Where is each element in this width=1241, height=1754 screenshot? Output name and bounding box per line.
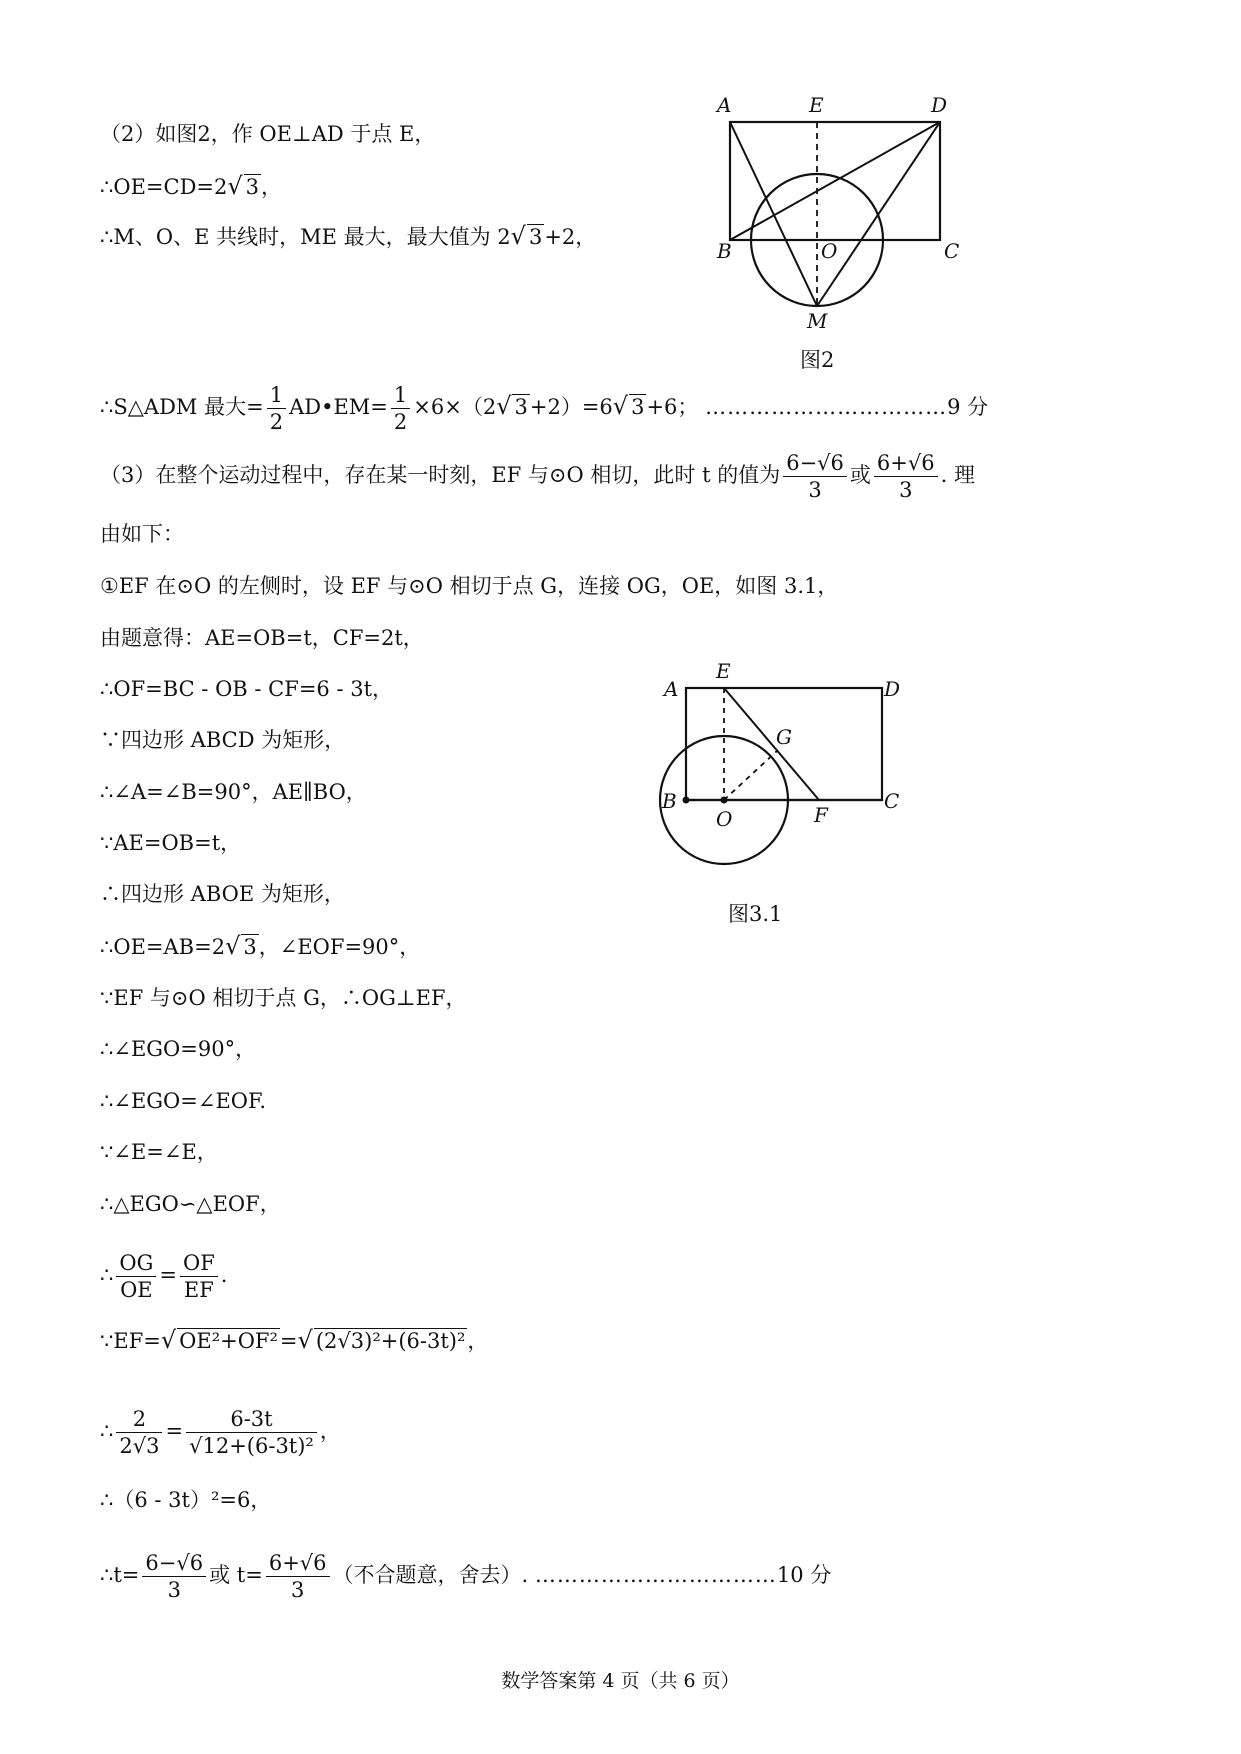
line-16 [100, 1035, 256, 1063]
label-b: B [717, 239, 732, 263]
fraction [267, 382, 286, 435]
text: ∴OF=BC - OB - CF=6 - 3t， [100, 677, 394, 701]
text: ∵EF 与⊙O 相切于点 G，∴OG⊥EF， [100, 986, 467, 1010]
sqrt-sign: √ [612, 392, 629, 420]
label-d: D [884, 677, 901, 701]
label-o: O [716, 807, 733, 831]
line-11 [100, 778, 367, 806]
fraction [142, 1550, 206, 1603]
label-d: D [931, 93, 948, 117]
label-a: A [664, 677, 679, 701]
sqrt-sign: √ [225, 932, 241, 960]
text: ∵AE=OB=t， [100, 831, 242, 855]
fraction [783, 450, 847, 503]
text: ∴∠EGO=90°， [100, 1037, 257, 1061]
text: 由如下： [100, 522, 184, 546]
text: ×6×（2 [413, 395, 497, 419]
line-15 [100, 984, 467, 1012]
text: . 理 [940, 463, 975, 487]
numerator: 6−√6 [142, 1550, 206, 1577]
page-footer: 数学答案第 4 页（共 6 页） [501, 1670, 740, 1692]
figure-3-1-caption: 图3.1 [728, 902, 783, 926]
label-a: A [717, 93, 732, 117]
text: ∵EF= [100, 1329, 161, 1353]
text: ∴M、O、E 共线时，ME 最大，最大值为 2 [100, 225, 511, 249]
score: 10 分 [776, 1563, 832, 1587]
line-24 [100, 1550, 831, 1603]
numerator: 1 [391, 382, 410, 409]
numerator: OG [116, 1250, 156, 1277]
score: 9 分 [947, 395, 989, 419]
numerator: 6−√6 [783, 450, 847, 477]
segment-ef [724, 688, 819, 800]
fraction [116, 1406, 162, 1459]
text: +6； [646, 395, 699, 419]
segment-dm [817, 122, 940, 306]
radicand: (2√3)²+(6-3t)² [315, 1329, 466, 1353]
text: ， [467, 1329, 489, 1353]
text: 由题意得：AE=OB=t，CF=2t， [100, 626, 424, 650]
denominator: 3 [808, 478, 822, 502]
text: ∴△EGO∽△EOF， [100, 1192, 281, 1216]
text: +2）=6 [529, 395, 613, 419]
line-6 [100, 520, 184, 548]
text: ∴t= [100, 1563, 140, 1587]
line-17 [100, 1087, 266, 1115]
line-13 [100, 880, 345, 908]
fraction [391, 382, 410, 435]
fraction [116, 1250, 156, 1303]
line-12 [100, 829, 241, 857]
text: ∴S△ADM 最大= [100, 395, 264, 419]
denominator: OE [120, 1278, 153, 1302]
denominator: 2 [269, 410, 284, 434]
text: ∴（6 - 3t）²=6， [100, 1488, 272, 1512]
fraction [266, 1550, 330, 1603]
radicand: 3 [528, 225, 543, 249]
label-e: E [809, 93, 824, 117]
denominator: √12+(6-3t)² [189, 1434, 314, 1458]
text: ，∠EOF=90°， [258, 935, 421, 959]
figure-2-caption: 图2 [800, 348, 835, 372]
text: 或 [849, 463, 871, 487]
line-3 [100, 222, 596, 251]
line-20 [100, 1250, 227, 1303]
radicand: 3 [245, 175, 260, 199]
denominator: 3 [167, 1578, 181, 1602]
text: ∵∠E=∠E， [100, 1140, 218, 1164]
text: ①EF 在⊙O 的左侧时，设 EF 与⊙O 相切于点 G，连接 OG，OE，如图 3.1， [100, 574, 839, 598]
text: ∴OE=CD=2 [100, 175, 228, 199]
text: = [165, 1419, 184, 1443]
text: （3）在整个运动过程中，存在某一时刻，EF 与⊙O 相切，此时 t 的值为 [100, 463, 781, 487]
line-14 [100, 932, 420, 961]
line-7 [100, 572, 838, 600]
line-8 [100, 624, 424, 652]
text: ∴∠EGO=∠EOF. [100, 1089, 266, 1113]
sqrt-sign: √ [510, 222, 526, 250]
label-c: C [884, 789, 900, 813]
text: ∴ [100, 1263, 114, 1287]
fraction [180, 1250, 218, 1303]
label-c: C [944, 239, 960, 263]
numerator: 6+√6 [266, 1550, 330, 1577]
text: 或 t= [209, 1563, 263, 1587]
denominator: 3 [290, 1578, 305, 1602]
point-o [721, 797, 728, 804]
line-23 [100, 1486, 271, 1514]
label-o: O [821, 239, 838, 263]
text: ∴OE=AB=2 [100, 935, 226, 959]
figure-3-1-svg [656, 650, 916, 870]
line-19 [100, 1190, 281, 1218]
label-m: M [807, 309, 828, 332]
label-g: G [776, 725, 792, 749]
line-1 [100, 120, 435, 148]
line-4 [100, 382, 988, 435]
line-2 [100, 172, 282, 201]
segment-am [730, 122, 817, 306]
leader-dots: …………………………… [534, 1563, 777, 1587]
text: （2）如图2，作 OE⊥AD 于点 E， [100, 122, 436, 146]
sqrt-sign: √ [496, 392, 512, 420]
text: AD•EM= [289, 395, 388, 419]
line-21 [100, 1326, 488, 1355]
sqrt-sign: √ [297, 1326, 313, 1354]
text: ∴ [100, 1419, 114, 1443]
text: （不合题意，舍去）. [332, 1563, 529, 1587]
text: = [159, 1263, 177, 1287]
radicand: 3 [243, 935, 257, 959]
line-22 [100, 1406, 341, 1459]
radicand: 3 [631, 395, 645, 419]
fraction [186, 1406, 317, 1459]
line-5 [100, 450, 975, 503]
denominator: 2 [393, 410, 408, 434]
numerator: 6-3t [186, 1406, 317, 1433]
sqrt-sign: √ [160, 1326, 177, 1354]
numerator: 6+√6 [874, 450, 938, 477]
denominator: EF [183, 1278, 214, 1302]
text: ∴∠A=∠B=90°，AE∥BO， [100, 780, 367, 804]
line-9 [100, 675, 393, 703]
point-b [683, 797, 690, 804]
figure-2-svg [715, 92, 965, 332]
text: = [279, 1329, 298, 1353]
text: . [220, 1263, 228, 1287]
line-10 [100, 726, 345, 754]
label-f: F [814, 803, 828, 827]
figure-3-1 [656, 650, 916, 874]
label-e: E [716, 659, 731, 683]
text: ∵四边形 ABCD 为矩形， [100, 728, 346, 752]
text: +2， [544, 225, 597, 249]
radicand: OE²+OF² [179, 1329, 278, 1353]
figure-2 [715, 92, 965, 336]
text: ， [261, 175, 283, 199]
line-18 [100, 1138, 218, 1166]
fraction [874, 450, 938, 503]
text: ∴四边形 ABOE 为矩形， [100, 882, 345, 906]
numerator: 2 [116, 1406, 162, 1433]
denominator: 2√3 [119, 1434, 160, 1458]
segment-bd [730, 122, 940, 240]
segment-og [724, 750, 778, 800]
radicand: 3 [514, 395, 528, 419]
label-b: B [662, 789, 677, 813]
sqrt-sign: √ [227, 172, 243, 200]
text: ， [319, 1419, 341, 1443]
denominator: 3 [899, 478, 913, 502]
numerator: 1 [267, 382, 286, 409]
leader-dots: …………………………… [705, 395, 948, 419]
numerator: OF [180, 1250, 218, 1277]
